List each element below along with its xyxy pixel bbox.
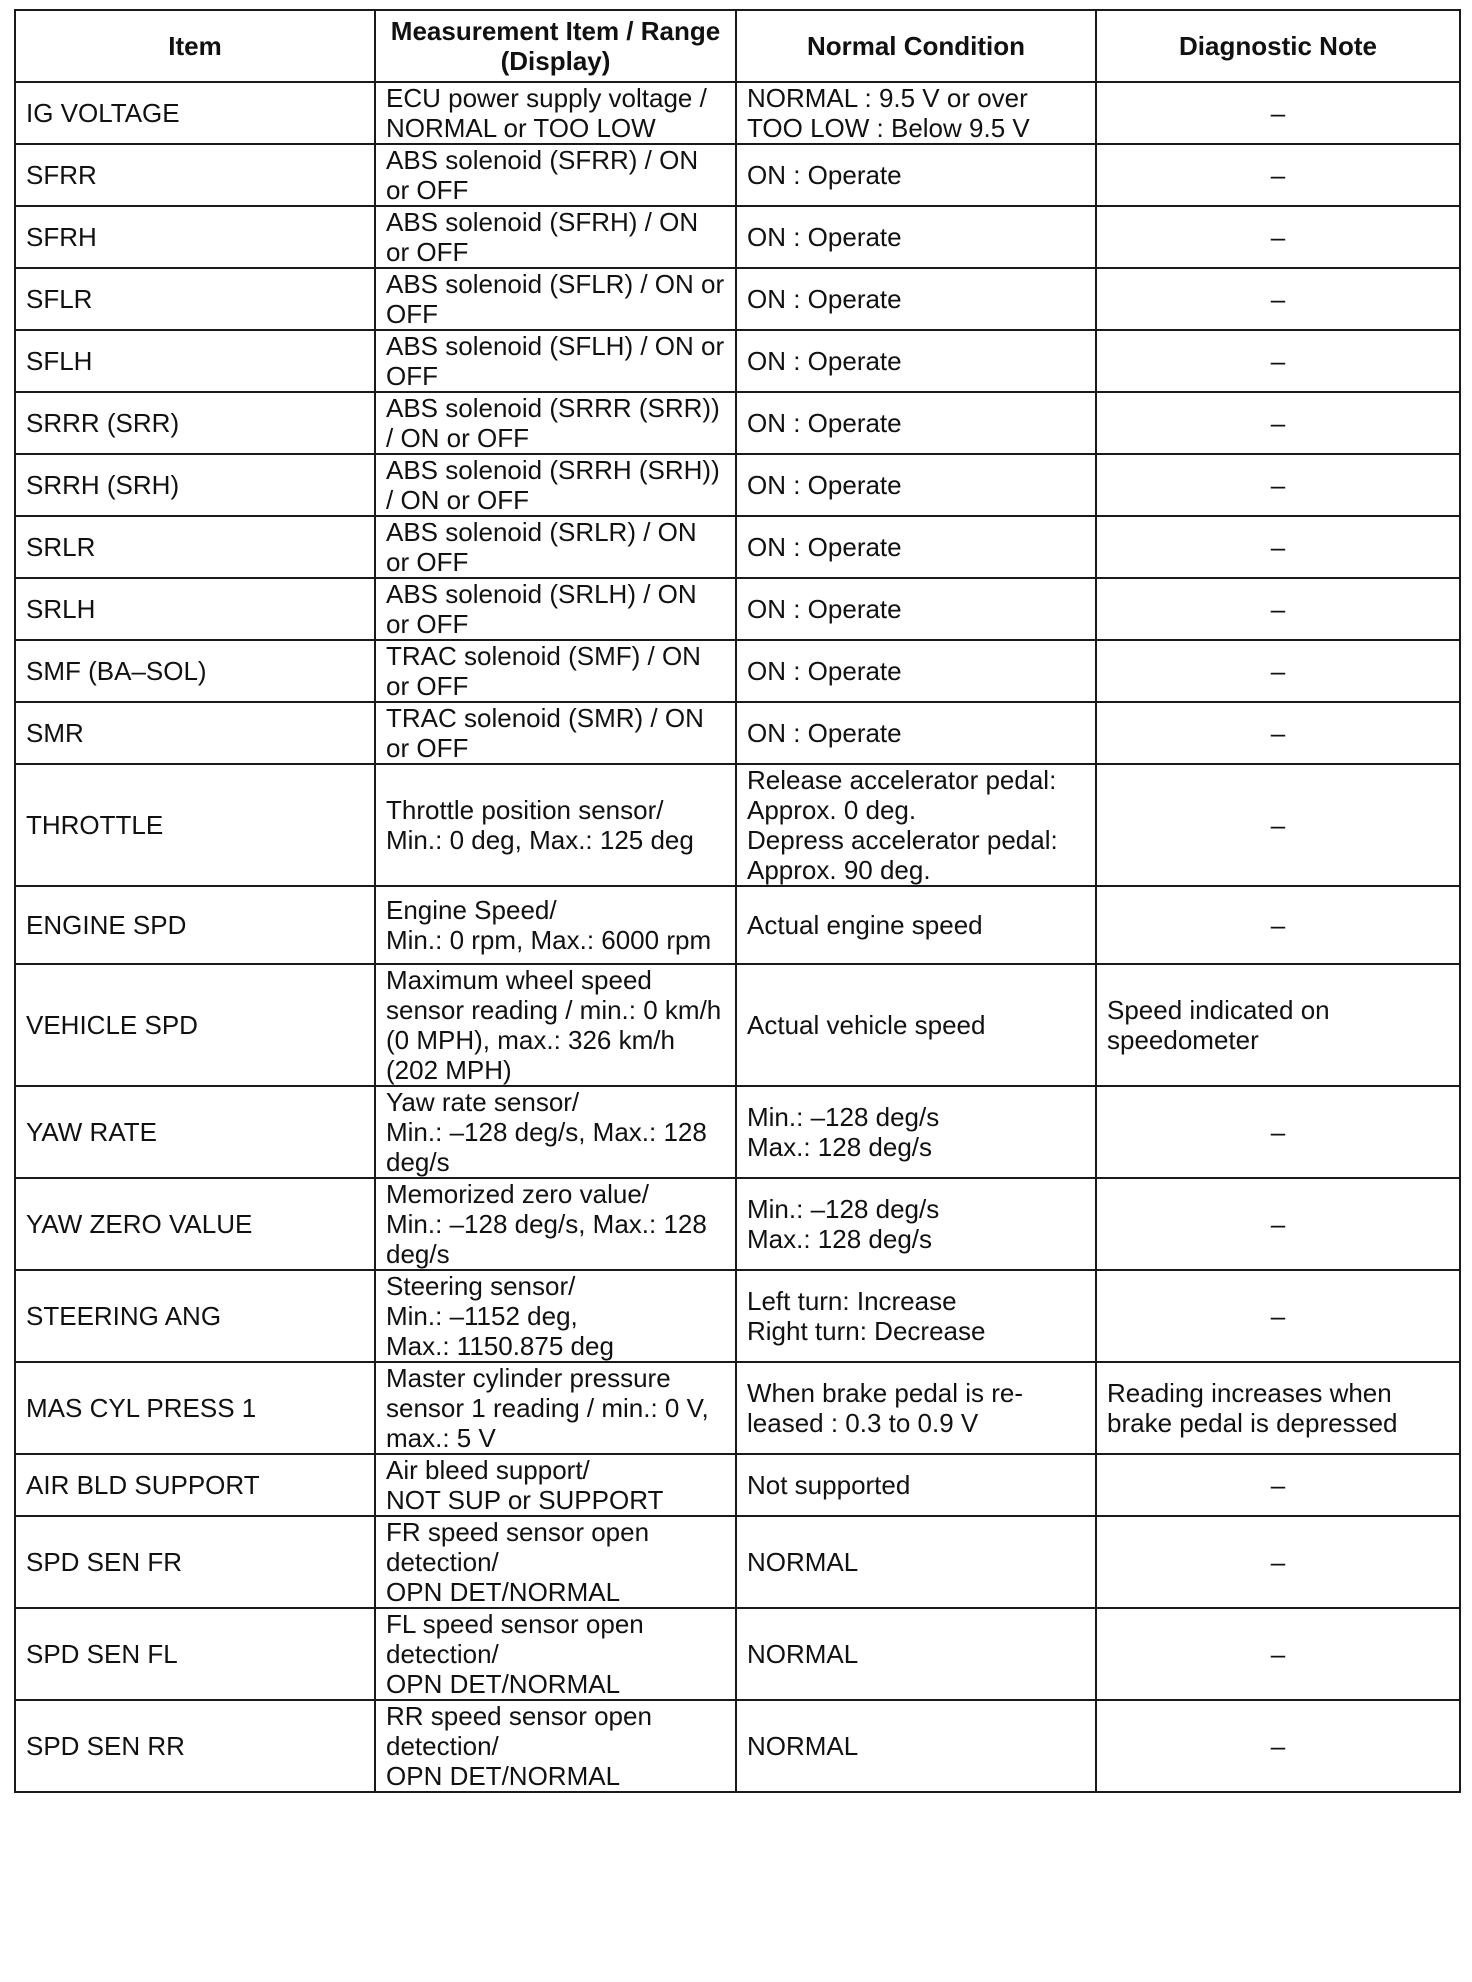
cell-measurement: ABS solenoid (SFRR) / ON or OFF <box>375 144 736 206</box>
cell-diagnostic-note: – <box>1096 206 1460 268</box>
data-list-table <box>14 9 1461 1793</box>
cell-diagnostic-note: – <box>1096 392 1460 454</box>
cell-item: SRRR (SRR) <box>15 392 375 454</box>
cell-item: SRLH <box>15 578 375 640</box>
cell-measurement: TRAC solenoid (SMF) / ON or OFF <box>375 640 736 702</box>
cell-measurement: ABS solenoid (SRLR) / ON or OFF <box>375 516 736 578</box>
cell-measurement: Air bleed support/ NOT SUP or SUPPORT <box>375 1454 736 1516</box>
cell-normal-condition: NORMAL <box>736 1700 1096 1792</box>
table-row <box>15 764 1460 886</box>
cell-item: YAW RATE <box>15 1086 375 1178</box>
table-row <box>15 1086 1460 1178</box>
cell-item: IG VOLTAGE <box>15 82 375 144</box>
cell-diagnostic-note: Reading increases when brake pedal is depressed <box>1096 1362 1460 1454</box>
cell-diagnostic-note: – <box>1096 640 1460 702</box>
cell-normal-condition: NORMAL : 9.5 V or over TOO LOW : Below 9.5 V <box>736 82 1096 144</box>
header-normal-condition: Normal Condition <box>736 10 1096 82</box>
cell-diagnostic-note: – <box>1096 1608 1460 1700</box>
cell-normal-condition: Min.: –128 deg/s Max.: 128 deg/s <box>736 1178 1096 1270</box>
cell-item: SFRR <box>15 144 375 206</box>
table-row <box>15 1454 1460 1516</box>
cell-normal-condition: ON : Operate <box>736 206 1096 268</box>
cell-normal-condition: Left turn: Increase Right turn: Decrease <box>736 1270 1096 1362</box>
table-row <box>15 1178 1460 1270</box>
table-row <box>15 330 1460 392</box>
cell-measurement: FL speed sensor open detection/ OPN DET/NORMAL <box>375 1608 736 1700</box>
cell-item: SPD SEN RR <box>15 1700 375 1792</box>
cell-normal-condition: ON : Operate <box>736 454 1096 516</box>
cell-item: STEERING ANG <box>15 1270 375 1362</box>
header-diagnostic-note: Diagnostic Note <box>1096 10 1460 82</box>
cell-item: THROTTLE <box>15 764 375 886</box>
table-row <box>15 1700 1460 1792</box>
cell-diagnostic-note: – <box>1096 82 1460 144</box>
cell-measurement: ABS solenoid (SRLH) / ON or OFF <box>375 578 736 640</box>
cell-normal-condition: ON : Operate <box>736 144 1096 206</box>
cell-item: YAW ZERO VALUE <box>15 1178 375 1270</box>
normal-condition-line: Approx. 90 deg. <box>747 855 931 885</box>
cell-diagnostic-note: – <box>1096 1086 1460 1178</box>
cell-normal-condition: When brake pedal is re- leased : 0.3 to 0.9 V <box>736 1362 1096 1454</box>
header-item: Item <box>15 10 375 82</box>
normal-condition-line: Release accelerator pedal: <box>747 765 1057 795</box>
cell-normal-condition: NORMAL <box>736 1516 1096 1608</box>
cell-diagnostic-note: – <box>1096 268 1460 330</box>
cell-normal-condition: ON : Operate <box>736 578 1096 640</box>
cell-measurement: ABS solenoid (SRRR (SRR)) / ON or OFF <box>375 392 736 454</box>
cell-item: VEHICLE SPD <box>15 964 375 1086</box>
table-row <box>15 964 1460 1086</box>
cell-normal-condition: Actual engine speed <box>736 886 1096 964</box>
cell-item: SPD SEN FR <box>15 1516 375 1608</box>
cell-diagnostic-note: – <box>1096 578 1460 640</box>
cell-item: SFLR <box>15 268 375 330</box>
cell-diagnostic-note: – <box>1096 1516 1460 1608</box>
cell-normal-condition: ON : Operate <box>736 330 1096 392</box>
cell-normal-condition: NORMAL <box>736 1608 1096 1700</box>
cell-measurement: ECU power supply voltage / NORMAL or TOO LOW <box>375 82 736 144</box>
cell-diagnostic-note: – <box>1096 516 1460 578</box>
cell-diagnostic-note: – <box>1096 1270 1460 1362</box>
header-measurement: Measurement Item / Range (Display) <box>375 10 736 82</box>
cell-item: SFRH <box>15 206 375 268</box>
cell-diagnostic-note: – <box>1096 886 1460 964</box>
normal-condition-line: Depress accelerator pedal: <box>747 825 1058 855</box>
cell-normal-condition: ON : Operate <box>736 516 1096 578</box>
cell-item: ENGINE SPD <box>15 886 375 964</box>
cell-item: SMR <box>15 702 375 764</box>
cell-diagnostic-note: – <box>1096 1454 1460 1516</box>
cell-diagnostic-note: – <box>1096 1700 1460 1792</box>
table-row <box>15 144 1460 206</box>
cell-diagnostic-note: – <box>1096 702 1460 764</box>
cell-diagnostic-note: – <box>1096 454 1460 516</box>
table-row <box>15 578 1460 640</box>
cell-item: SMF (BA–SOL) <box>15 640 375 702</box>
table-row <box>15 516 1460 578</box>
table-row <box>15 702 1460 764</box>
table-body <box>15 82 1460 1792</box>
cell-measurement: Throttle position sensor/ Min.: 0 deg, Max.: 125 deg <box>375 764 736 886</box>
table-row <box>15 268 1460 330</box>
cell-normal-condition: Min.: –128 deg/s Max.: 128 deg/s <box>736 1086 1096 1178</box>
cell-normal-condition <box>736 764 1096 886</box>
cell-normal-condition: ON : Operate <box>736 640 1096 702</box>
table-row <box>15 392 1460 454</box>
cell-measurement: ABS solenoid (SFLH) / ON or OFF <box>375 330 736 392</box>
cell-item: MAS CYL PRESS 1 <box>15 1362 375 1454</box>
cell-item: SRRH (SRH) <box>15 454 375 516</box>
cell-normal-condition: ON : Operate <box>736 268 1096 330</box>
cell-measurement: TRAC solenoid (SMR) / ON or OFF <box>375 702 736 764</box>
cell-item: SFLH <box>15 330 375 392</box>
cell-item: SPD SEN FL <box>15 1608 375 1700</box>
cell-diagnostic-note: – <box>1096 330 1460 392</box>
cell-item: AIR BLD SUPPORT <box>15 1454 375 1516</box>
table-row <box>15 206 1460 268</box>
cell-normal-condition: ON : Operate <box>736 702 1096 764</box>
table-row <box>15 886 1460 964</box>
cell-measurement: ABS solenoid (SFLR) / ON or OFF <box>375 268 736 330</box>
cell-measurement: Memorized zero value/ Min.: –128 deg/s, Max.: 128 deg/s <box>375 1178 736 1270</box>
cell-normal-condition: ON : Operate <box>736 392 1096 454</box>
cell-measurement: ABS solenoid (SFRH) / ON or OFF <box>375 206 736 268</box>
cell-measurement: Steering sensor/ Min.: –1152 deg, Max.: 1150.875 deg <box>375 1270 736 1362</box>
cell-normal-condition: Actual vehicle speed <box>736 964 1096 1086</box>
cell-measurement: Maximum wheel speed sensor reading / min.: 0 km/h (0 MPH), max.: 326 km/h (202 MPH) <box>375 964 736 1086</box>
table-row <box>15 1608 1460 1700</box>
cell-diagnostic-note: – <box>1096 1178 1460 1270</box>
cell-measurement: Engine Speed/ Min.: 0 rpm, Max.: 6000 rpm <box>375 886 736 964</box>
cell-item: SRLR <box>15 516 375 578</box>
cell-measurement: RR speed sensor open detection/ OPN DET/NORMAL <box>375 1700 736 1792</box>
cell-measurement: Master cylinder pressure sensor 1 reading / min.: 0 V, max.: 5 V <box>375 1362 736 1454</box>
cell-diagnostic-note: – <box>1096 144 1460 206</box>
cell-diagnostic-note: Speed indicated on speedometer <box>1096 964 1460 1086</box>
table-row <box>15 640 1460 702</box>
header-row <box>15 10 1460 82</box>
table-row <box>15 82 1460 144</box>
table-row <box>15 454 1460 516</box>
cell-measurement: ABS solenoid (SRRH (SRH)) / ON or OFF <box>375 454 736 516</box>
table-row <box>15 1362 1460 1454</box>
cell-measurement: FR speed sensor open detection/ OPN DET/NORMAL <box>375 1516 736 1608</box>
normal-condition-line: Approx. 0 deg. <box>747 795 917 825</box>
cell-diagnostic-note: – <box>1096 764 1460 886</box>
cell-normal-condition: Not supported <box>736 1454 1096 1516</box>
table-row <box>15 1516 1460 1608</box>
cell-measurement: Yaw rate sensor/ Min.: –128 deg/s, Max.: 128 deg/s <box>375 1086 736 1178</box>
table-row <box>15 1270 1460 1362</box>
